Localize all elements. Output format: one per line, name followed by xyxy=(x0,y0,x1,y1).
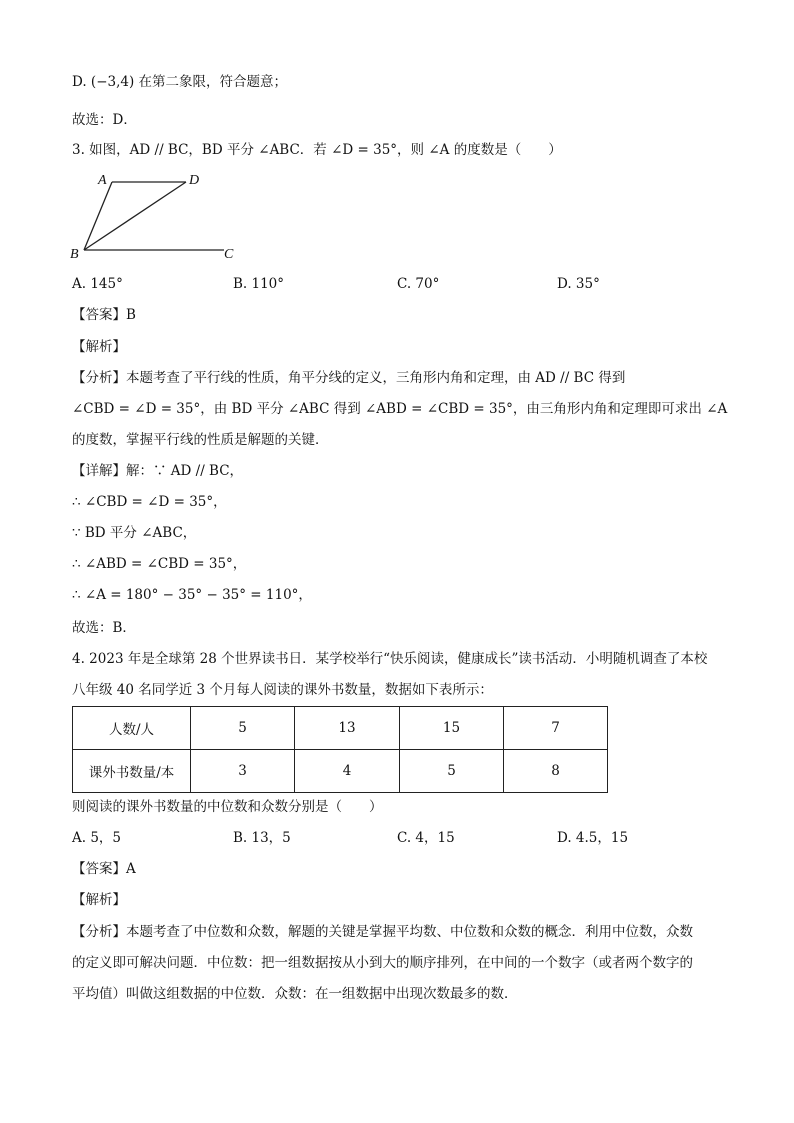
q4-analysis-2: 的定义即可解决问题．中位数：把一组数据按从小到大的顺序排列，在中间的一个数字（或者两个数字的 xyxy=(72,955,693,971)
q4-analysis-3: 平均值）叫做这组数据的中位数．众数：在一组数据中出现次数最多的数． xyxy=(72,986,518,1002)
q3-analysis-3: 的度数，掌握平行线的性质是解题的关键． xyxy=(72,432,329,448)
answer-choice-line: 故选：D． xyxy=(72,112,137,128)
q3-detail-5: ∴ ∠A = 180° − 35° − 35° = 110°， xyxy=(72,587,312,603)
q4-analysis-1: 【分析】本题考查了中位数和众数，解题的关键是掌握平均数、中位数和众数的概念．利用中位数，众数 xyxy=(72,924,693,940)
q3-option-b: B. 110° xyxy=(233,276,285,292)
table-cell: 4 xyxy=(295,750,400,793)
q4-option-b: B. 13，5 xyxy=(233,830,291,846)
q3-detail-4: ∴ ∠ABD = ∠CBD = 35°， xyxy=(72,556,247,572)
segment-ab xyxy=(84,182,112,250)
q3-option-c: C. 70° xyxy=(397,276,440,292)
reading-data-table xyxy=(72,706,608,793)
table-cell: 8 xyxy=(504,750,608,793)
q3-analysis-1: 【分析】本题考查了平行线的性质，角平分线的定义，三角形内角和定理，由 AD // BC 得到 xyxy=(72,370,626,386)
q3-detail-6: 故选：B． xyxy=(72,620,136,636)
q3-jiexi-heading: 【解析】 xyxy=(72,339,126,355)
segment-bd xyxy=(84,182,186,250)
table-cell: 13 xyxy=(295,707,400,750)
table-cell: 15 xyxy=(400,707,504,750)
q3-detail-3: ∵ BD 平分 ∠ABC， xyxy=(72,525,197,541)
table-cell: 课外书数量/本 xyxy=(73,750,191,793)
q4-option-d: D. 4.5，15 xyxy=(557,830,629,846)
solution-line-d: D. (−3,4) 在第二象限，符合题意； xyxy=(72,74,288,90)
q3-answer: 【答案】B xyxy=(72,307,136,323)
q3-detail-1: 【详解】解：∵ AD // BC， xyxy=(72,463,244,479)
point-label-a: A xyxy=(98,173,107,188)
table-cell: 5 xyxy=(400,750,504,793)
table-cell: 7 xyxy=(504,707,608,750)
table-row xyxy=(73,750,608,793)
table-cell: 人数/人 xyxy=(73,707,191,750)
question-4-stem-3: 则阅读的课外书数量的中位数和众数分别是（ ） xyxy=(72,799,383,815)
table-row xyxy=(73,707,608,750)
question-4-stem-2: 八年级 40 名同学近 3 个月每人阅读的课外书数量，数据如下表所示： xyxy=(72,682,493,698)
question-4-stem-1: 4. 2023 年是全球第 28 个世界读书日．某学校举行“快乐阅读，健康成长”读书活动．小明随机调查了本校 xyxy=(72,651,708,667)
table-cell: 3 xyxy=(191,750,295,793)
q4-jiexi-heading: 【解析】 xyxy=(72,892,126,908)
point-label-c: C xyxy=(224,247,234,262)
q4-answer: 【答案】A xyxy=(72,861,136,877)
q4-option-c: C. 4，15 xyxy=(397,830,455,846)
q3-option-a: A. 145° xyxy=(72,276,123,292)
q3-option-d: D. 35° xyxy=(557,276,600,292)
q3-detail-2: ∴ ∠CBD = ∠D = 35°， xyxy=(72,494,227,510)
table-cell: 5 xyxy=(191,707,295,750)
point-label-d: D xyxy=(189,173,200,188)
parallel-lines-figure xyxy=(66,166,246,266)
q4-option-a: A. 5，5 xyxy=(72,830,122,846)
question-3-stem: 3. 如图，AD // BC，BD 平分 ∠ABC．若 ∠D = 35°，则 ∠A 的度数是（ ） xyxy=(72,142,562,158)
q3-analysis-2: ∠CBD = ∠D = 35°，由 BD 平分 ∠ABC 得到 ∠ABD = ∠CBD = 35°，由三角形内角和定理即可求出 ∠A xyxy=(72,401,728,417)
point-label-b: B xyxy=(70,247,79,262)
